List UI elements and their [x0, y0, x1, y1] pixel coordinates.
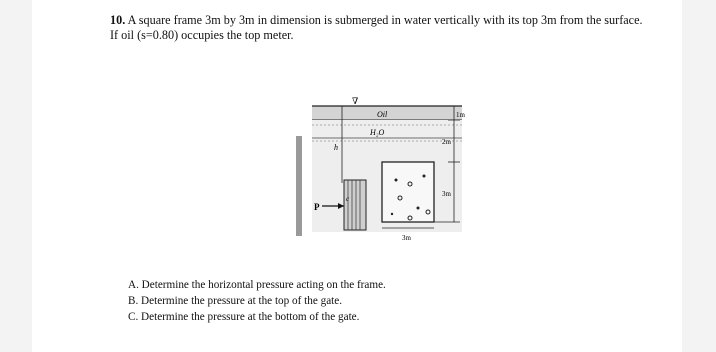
question-list — [128, 277, 386, 325]
label-3m-width: 3m — [402, 234, 411, 242]
document-page — [32, 0, 682, 352]
label-oil: Oil — [377, 110, 388, 119]
label-h: h — [334, 143, 338, 152]
label-2m: 2m — [442, 138, 451, 146]
problem-text: A square frame 3m by 3m in dimension is submerged in water vertically with its top 3m from the surface. If oil (s=0.80) occupies the top meter. — [110, 13, 643, 42]
question-a: A. Determine the horizontal pressure acting on the frame. — [128, 279, 386, 291]
free-surface-marker: ∇ — [352, 96, 359, 106]
question-c: C. Determine the pressure at the bottom of the gate. — [128, 311, 360, 323]
label-3m-height: 3m — [442, 190, 451, 198]
submerged-frame-diagram — [282, 88, 472, 248]
question-b: B. Determine the pressure at the top of the gate. — [128, 295, 343, 307]
gate-plate — [344, 180, 366, 230]
problem-number: 10. — [110, 13, 126, 27]
label-water: H₂O — [370, 128, 385, 137]
label-1m: 1m — [456, 111, 465, 119]
left-wall — [296, 136, 302, 236]
problem-statement — [110, 13, 650, 43]
label-p: P — [314, 202, 320, 212]
label-c: c — [346, 195, 350, 203]
